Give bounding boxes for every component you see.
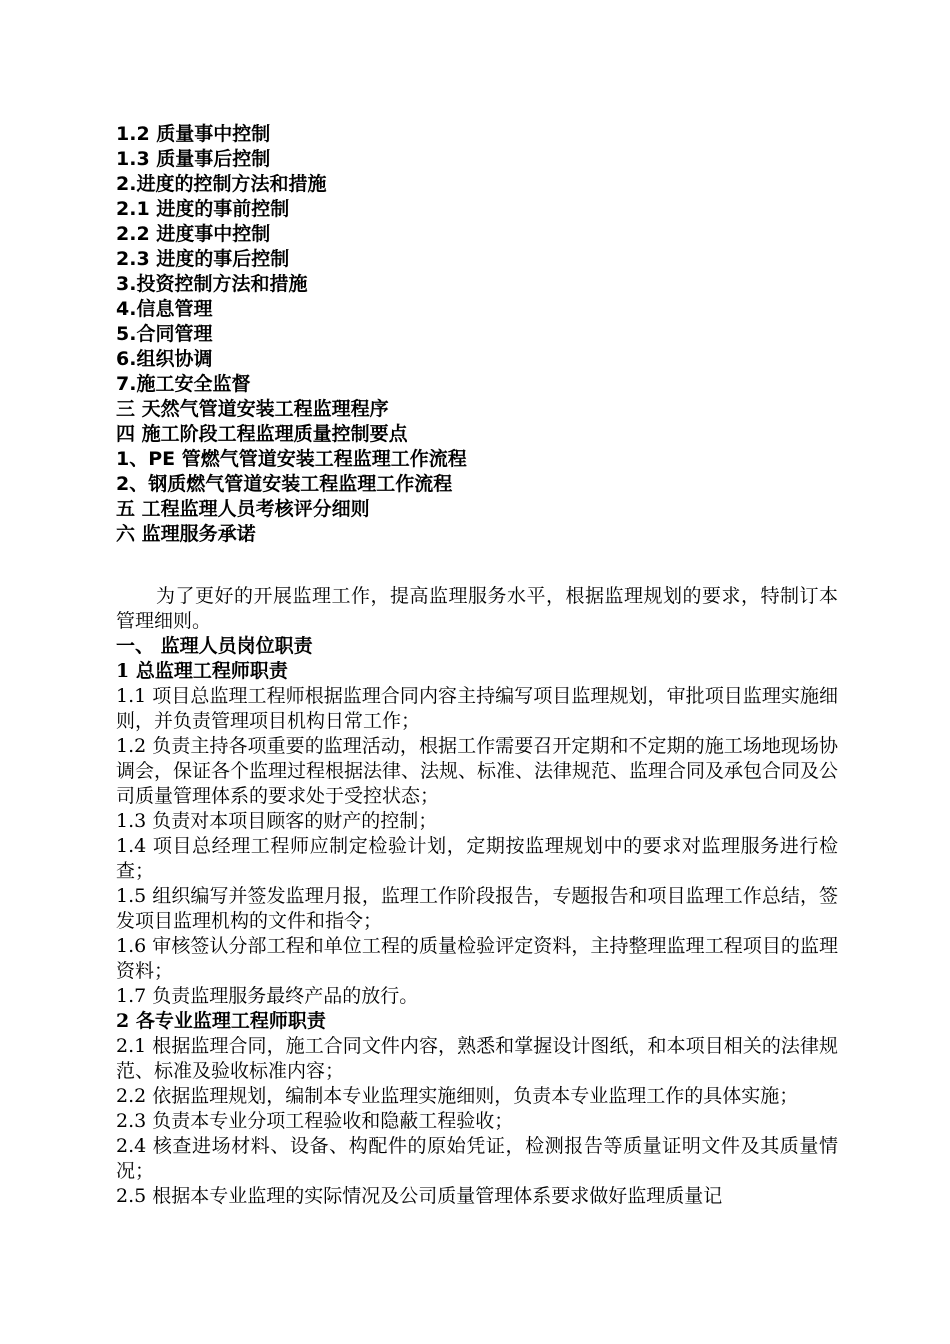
toc-item: 7.施工安全监督 [116,373,251,395]
duty-item: 2.3 负责本专业分项工程验收和隐蔽工程验收； [116,1110,514,1132]
toc-item: 4.信息管理 [116,298,213,320]
document-body [116,584,838,1209]
toc-item: 六 监理服务承诺 [116,523,256,545]
toc-item: 1.3 质量事后控制 [116,148,271,170]
duty-item: 1.3 负责对本项目顾客的财产的控制； [116,810,438,832]
toc-item: 2、钢质燃气管道安装工程监理工作流程 [116,473,453,495]
subsection-heading: 1 总监理工程师职责 [116,660,288,682]
duty-item: 1.5 组织编写并签发监理月报，监理工作阶段报告，专题报告和项目监理工作总结，签发项目监理机构的文件和指令； [116,885,838,932]
section-spacer [116,547,838,584]
duty-item: 1.4 项目总经理工程师应制定检验计划，定期按监理规划中的要求对监理服务进行检查； [116,835,838,882]
toc-item: 2.2 进度事中控制 [116,223,271,245]
section-heading: 一、 监理人员岗位职责 [116,635,313,657]
toc-item: 6.组织协调 [116,348,213,370]
toc-item: 5.合同管理 [116,323,213,345]
toc-item: 三 天然气管道安装工程监理程序 [116,398,389,420]
intro-paragraph: 为了更好的开展监理工作，提高监理服务水平，根据监理规划的要求，特制订本管理细则。 [116,585,838,632]
toc-item: 2.进度的控制方法和措施 [116,173,327,195]
duty-item: 1.1 项目总监理工程师根据监理合同内容主持编写项目监理规划，审批项目监理实施细则，并负责管理项目机构日常工作； [116,685,838,732]
toc-item: 2.1 进度的事前控制 [116,198,290,220]
toc-item: 1.2 质量事中控制 [116,123,271,145]
duty-item: 2.2 依据监理规划，编制本专业监理实施细则，负责本专业监理工作的具体实施； [116,1085,799,1107]
duty-item: 1.2 负责主持各项重要的监理活动，根据工作需要召开定期和不定期的施工场地现场协调会，保证各个监理过程根据法律、法规、标准、法律规范、监理合同及承包合同及公司质量管理体系的要求处于受控状态； [116,735,839,807]
toc-item: 五 工程监理人员考核评分细则 [116,498,370,520]
document-page [116,122,838,1209]
duty-item: 2.5 根据本专业监理的实际情况及公司质量管理体系要求做好监理质量记 [116,1185,723,1207]
toc-item: 四 施工阶段工程监理质量控制要点 [116,423,408,445]
duty-item: 1.7 负责监理服务最终产品的放行。 [116,985,419,1007]
table-of-contents [116,122,838,547]
duty-item: 1.6 审核签认分部工程和单位工程的质量检验评定资料，主持整理监理工程项目的监理资料； [116,935,838,982]
toc-item: 2.3 进度的事后控制 [116,248,290,270]
duty-item: 2.1 根据监理合同，施工合同文件内容，熟悉和掌握设计图纸，和本项目相关的法律规范、标准及验收标准内容； [116,1035,838,1082]
toc-item: 3.投资控制方法和措施 [116,273,308,295]
subsection-heading: 2 各专业监理工程师职责 [116,1010,326,1032]
toc-item: 1、PE 管燃气管道安装工程监理工作流程 [116,448,467,470]
duty-item: 2.4 核查进场材料、设备、构配件的原始凭证，检测报告等质量证明文件及其质量情况； [116,1135,838,1182]
